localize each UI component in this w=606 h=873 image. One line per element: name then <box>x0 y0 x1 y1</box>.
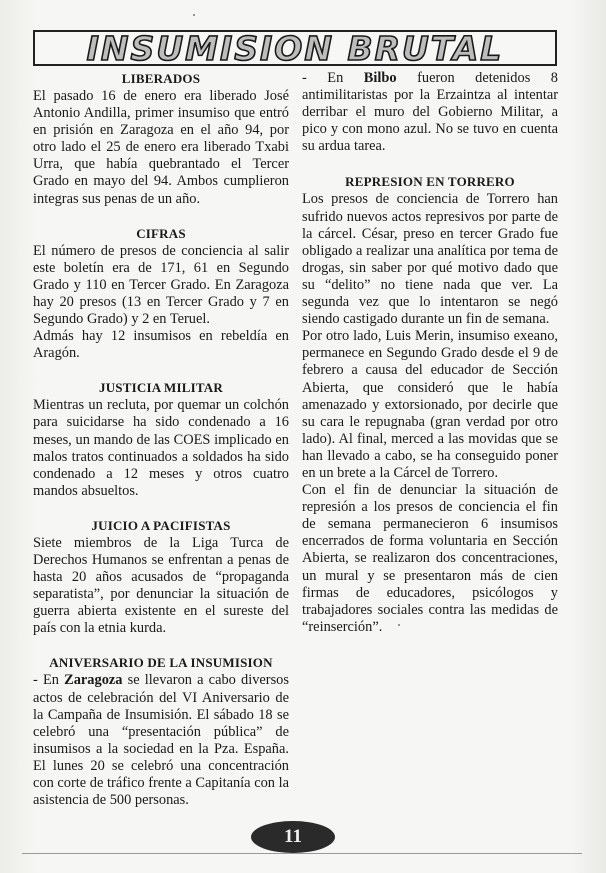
section-juicio-pacifistas <box>33 517 289 638</box>
heading-cifras: CIFRAS <box>136 225 186 241</box>
page-number: 11 <box>284 826 302 847</box>
aniversario-text-1: se llevaron a cabo diversos actos de celebración del VI Aniversario de la Campaña de Insumisión. El sábado 18 se celebró una “presentación pública” de insumisos a la sociedad en la Pza. España. El lunes 20 se celebró una concentración con corte de tráfico frente a Capitanía con la asistencia de 500 personas. <box>33 672 289 809</box>
section-justicia-militar <box>33 379 289 500</box>
city-zaragoza: Zaragoza <box>64 672 123 689</box>
paper-speck <box>398 624 400 626</box>
bottom-rule <box>22 853 582 854</box>
aniversario-prefix: - En <box>33 672 65 689</box>
page-number-badge <box>251 821 335 853</box>
heading-liberados: LIBERADOS <box>121 71 201 86</box>
section-cifras <box>33 225 289 363</box>
heading-justicia-militar: JUSTICIA MILITAR <box>99 380 223 396</box>
paper-speck <box>193 14 195 16</box>
justicia-militar-text: Mientras un recluta, por quemar un colchón para suicidarse ha sido condenado a 16 meses, un mando de las COES implicado en malos tratos continuados a soldados ha sido condenado a 12 meses y otros cuatro mandos absueltos. <box>33 397 289 499</box>
title-box <box>33 30 557 66</box>
left-column <box>33 70 289 809</box>
cifras-text-2: Admás hay 12 insumisos en rebeldía en Aragón. <box>33 328 289 362</box>
heading-aniversario: ANIVERSARIO DE LA INSUMISION <box>49 655 273 671</box>
aniversario-prefix-2: - En <box>302 70 364 86</box>
section-represion <box>302 173 558 635</box>
aniversario-bilbo-text <box>302 70 558 155</box>
right-column <box>302 70 558 636</box>
aniversario-zaragoza-text <box>33 672 289 809</box>
aniversario-text-2: fueron detenidos 8 antimilitaristas por la Erzaintza al intentar derribar el muro del Gobierno Militar, a pico y con mono azul. No se tuvo en cuenta su ardua tarea. <box>302 70 558 155</box>
heading-juicio-pacifistas: JUICIO A PACIFISTAS <box>91 517 231 533</box>
represion-text-2: Por otro lado, Luis Merin, insumiso exeano, permanece en Segundo Grado desde el 9 de febrero a causa del educador de Sección Abierta, que consideró que le había amenazado y extorsionado, por decirle que su cara le repugnaba (gran verdad por otro lado). Al final, merced a las movidas que se han llevado a cabo, se ha conseguido poner en un brete a la Cárcel de Torrero. <box>302 328 558 481</box>
represion-text-3: Con el fin de denunciar la situación de represión a los presos de conciencia el fin de semana permanecieron 6 insumisos encerrados de forma voluntaria en Sección Abierta, se realizaron dos concentraciones, un mural y se presentaron más de cien firmas de educadores, psicólogos y trabajadores sociales contra las medidas de “reinserción”. <box>302 482 558 635</box>
page-title: INSUMISION BRUTAL <box>86 28 504 68</box>
city-bilbo: Bilbo <box>363 70 397 86</box>
section-liberados <box>33 70 289 208</box>
section-aniversario <box>33 654 289 809</box>
page-number-oval <box>251 821 335 853</box>
heading-represion: REPRESION EN TORRERO <box>345 174 515 190</box>
section-aniversario-continued <box>302 70 558 155</box>
represion-text-1: Los presos de conciencia de Torrero han sufrido nuevos actos represivos por parte de la cárcel. César, preso en tercer Grado fue obligado a realizar una analítica por tema de drogas, sin saber por qué motivo dado que su “delito” no tiene nada que ver. La segunda vez que lo intentaron se negó siendo castigado durante un fin de semana. <box>302 191 558 328</box>
juicio-pacifistas-text: Siete miembros de la Liga Turca de Derechos Humanos se enfrentan a penas de hasta 20 años acusados de “propaganda separatista”, por denunciar la situación de guerra abierta existente en el sureste del país con la etnia kurda. <box>33 534 289 637</box>
cifras-text-1: El número de presos de conciencia al salir este boletín era de 171, 61 en Segundo Grado y 110 en Tercer Grado. En Zaragoza hay 20 presos (13 en Tercer Grado y 7 en Segundo Grado) y 2 en Teruel. <box>33 242 289 328</box>
liberados-text: El pasado 16 de enero era liberado José Antonio Andilla, primer insumiso que entró en prisión en Zaragoza en el año 94, por otro lado el 25 de enero era liberado Txabi Urra, que había quebrantado el Tercer Grado en mayo del 94. Ambos cumplieron integras sus penas de un año. <box>33 88 289 207</box>
